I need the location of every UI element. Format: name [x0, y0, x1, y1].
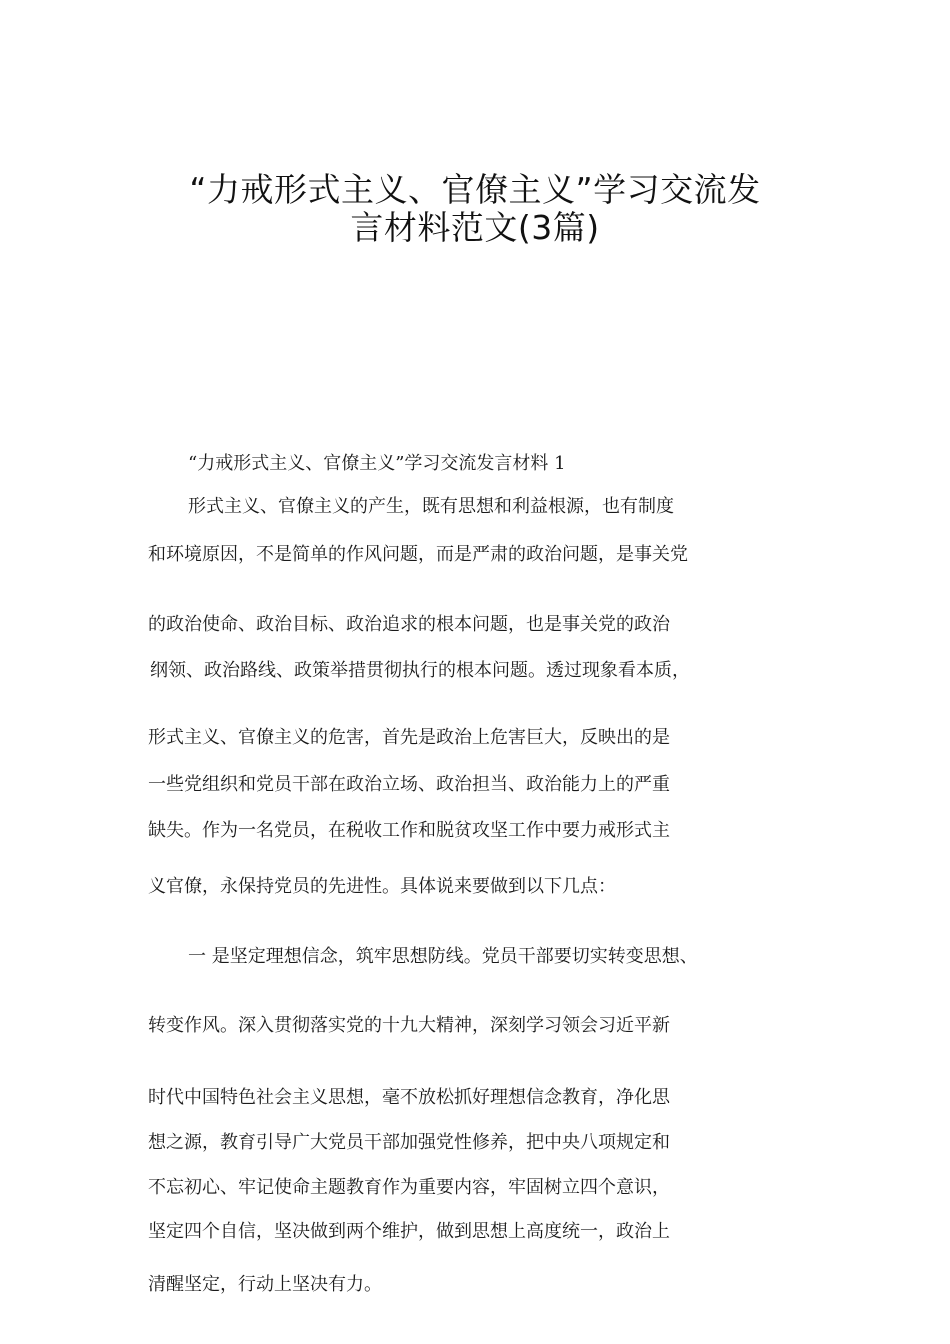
document-title-line-1: “力戒形式主义、官僚主义”学习交流发 — [189, 170, 761, 209]
body-line: 清醒坚定，行动上坚决有力。 — [148, 1274, 382, 1295]
document-subheading: “力戒形式主义、官僚主义”学习交流发言材料 1 — [188, 453, 566, 474]
body-line: 一 是坚定理想信念，筑牢思想防线。党员干部要切实转变思想、 — [188, 946, 698, 967]
body-line: 不忘初心、牢记使命主题教育作为重要内容，牢固树立四个意识， — [148, 1177, 670, 1198]
body-line: 想之源，教育引导广大党员干部加强党性修养，把中央八项规定和 — [148, 1132, 670, 1153]
body-line: 缺失。作为一名党员，在税收工作和脱贫攻坚工作中要力戒形式主 — [148, 820, 670, 841]
body-line: 和环境原因，不是简单的作风问题，而是严肃的政治问题，是事关党 — [148, 544, 688, 565]
body-line: 形式主义、官僚主义的危害，首先是政治上危害巨大，反映出的是 — [148, 727, 670, 748]
body-line: 形式主义、官僚主义的产生，既有思想和利益根源，也有制度 — [188, 496, 674, 517]
body-line: 的政治使命、政治目标、政治追求的根本问题，也是事关党的政治 — [148, 614, 670, 635]
body-line: 转变作风。深入贯彻落实党的十九大精神，深刻学习领会习近平新 — [148, 1015, 670, 1036]
document-title-line-2: 言材料范文(3篇) — [350, 208, 600, 247]
body-line: 一些党组织和党员干部在政治立场、政治担当、政治能力上的严重 — [148, 774, 670, 795]
body-line: 坚定四个自信，坚决做到两个维护，做到思想上高度统一，政治上 — [148, 1221, 670, 1242]
body-line: 时代中国特色社会主义思想，毫不放松抓好理想信念教育，净化思 — [148, 1087, 670, 1108]
body-line: 义官僚，永保持党员的先进性。具体说来要做到以下几点： — [148, 876, 616, 897]
body-line: 纲领、政治路线、政策举措贯彻执行的根本问题。透过现象看本质， — [150, 660, 690, 681]
